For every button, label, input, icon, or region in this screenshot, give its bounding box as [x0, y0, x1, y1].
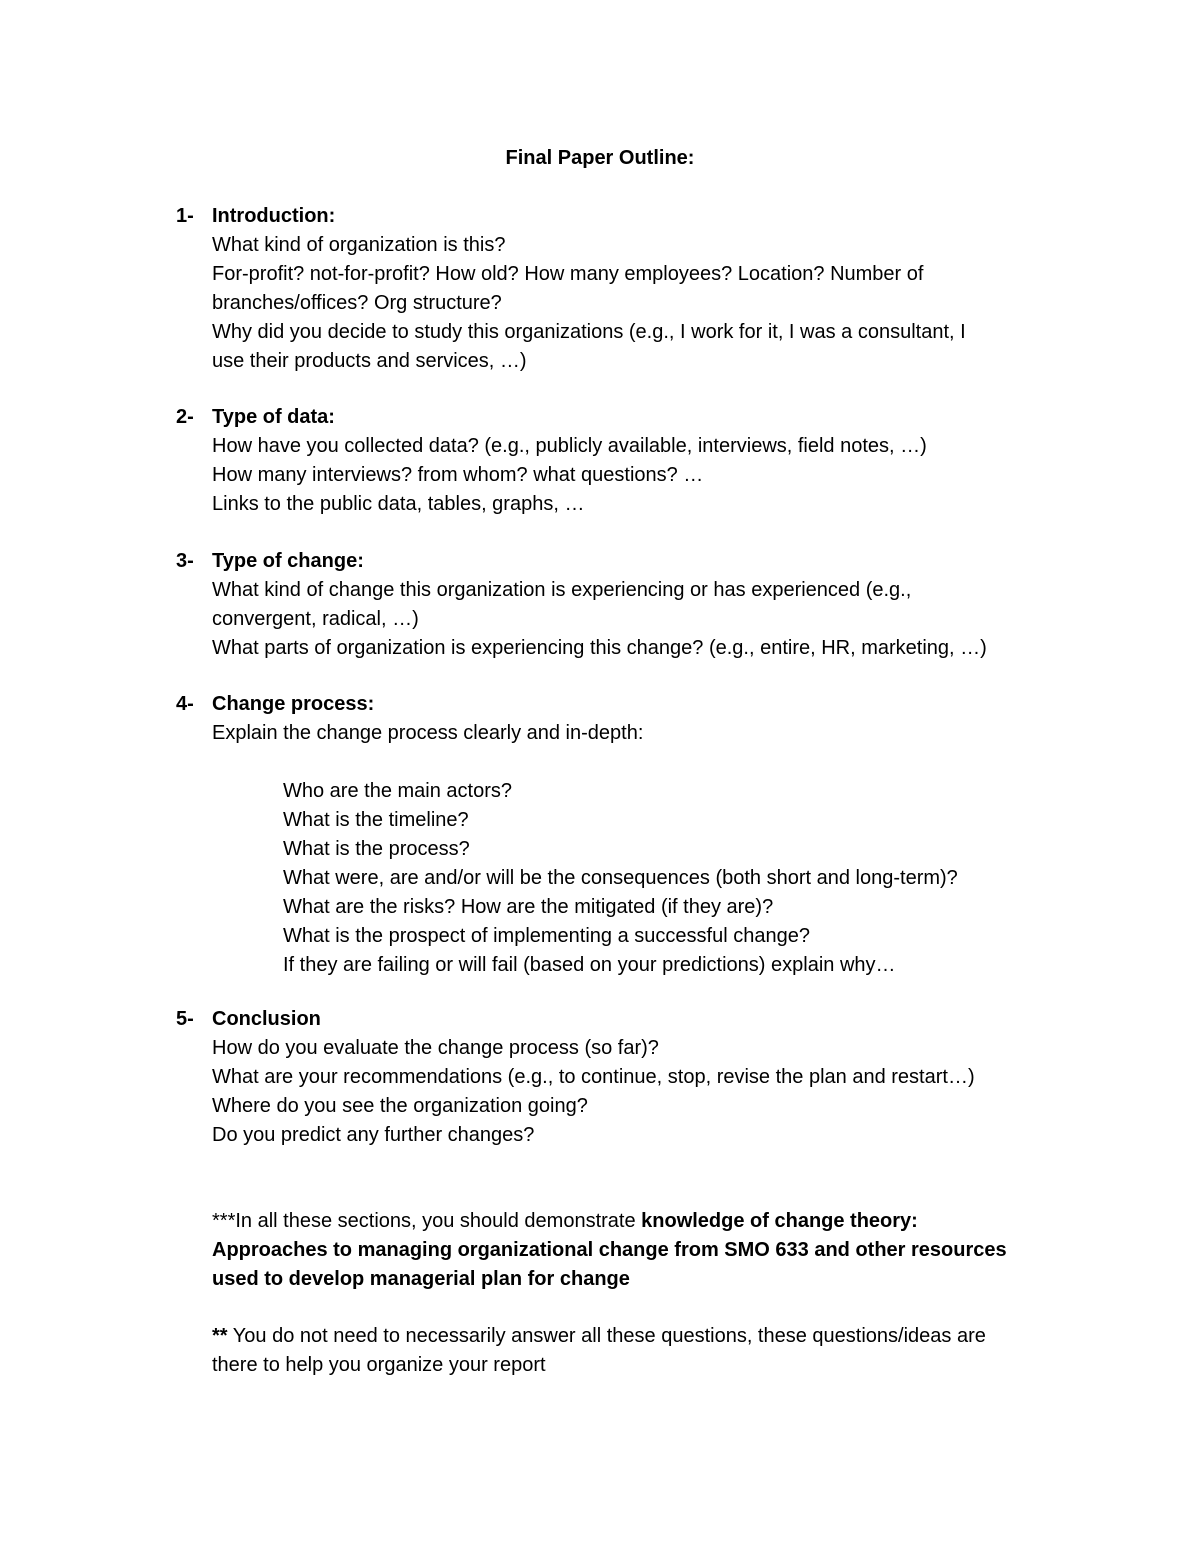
section-line: Do you predict any further changes? — [212, 1124, 535, 1146]
section-line: branches/offices? Org structure? — [212, 292, 502, 314]
list-item: What is the prospect of implementing a successful change? — [283, 925, 810, 947]
theory-note-line: Approaches to managing organizational change from SMO 633 and other resources — [212, 1239, 1007, 1261]
section-heading: Change process: — [212, 693, 375, 715]
section-body — [212, 403, 1072, 519]
section-line: use their products and services, …) — [212, 350, 527, 372]
theory-note-line: used to develop managerial plan for change — [212, 1268, 630, 1290]
section-heading: Conclusion — [212, 1008, 321, 1030]
question-list — [212, 777, 1072, 980]
list-item: If they are failing or will fail (based on your predictions) explain why… — [283, 954, 896, 976]
help-note — [212, 1322, 1072, 1380]
section-number: 5- — [176, 1008, 194, 1030]
section-line: Where do you see the organization going? — [212, 1095, 588, 1117]
section-line: What parts of organization is experiencing this change? (e.g., entire, HR, marketing, …) — [212, 637, 987, 659]
section-body — [212, 202, 1072, 376]
section-heading: Type of change: — [212, 550, 364, 572]
theory-note-line — [212, 1207, 1072, 1236]
help-note-line: there to help you organize your report — [212, 1354, 546, 1376]
section-line: How do you evaluate the change process (so far)? — [212, 1037, 659, 1059]
list-item: What are the risks? How are the mitigated (if they are)? — [283, 896, 774, 918]
help-note-text: You do not need to necessarily answer all these questions, these questions/ideas are — [227, 1325, 986, 1347]
page-title: Final Paper Outline: — [505, 147, 695, 169]
list-item: Who are the main actors? — [283, 780, 512, 802]
section-body — [212, 547, 1072, 663]
section-line: How many interviews? from whom? what questions? … — [212, 464, 704, 486]
section-heading: Introduction: — [212, 205, 336, 227]
list-item: What is the timeline? — [283, 809, 469, 831]
section-body — [212, 690, 1072, 980]
section-line: convergent, radical, …) — [212, 608, 419, 630]
list-item: What were, are and/or will be the consequences (both short and long-term)? — [283, 867, 958, 889]
section-line: What are your recommendations (e.g., to continue, stop, revise the plan and restart…) — [212, 1066, 975, 1088]
section-line: Explain the change process clearly and in-depth: — [212, 722, 644, 744]
section-line: Links to the public data, tables, graphs, … — [212, 493, 585, 515]
section-line: For-profit? not-for-profit? How old? How many employees? Location? Number of — [212, 263, 924, 285]
theory-note-emphasis: knowledge of change theory: — [641, 1210, 918, 1232]
theory-note — [212, 1207, 1072, 1294]
section-number: 2- — [176, 406, 194, 428]
section-heading: Type of data: — [212, 406, 335, 428]
section-number: 4- — [176, 693, 194, 715]
help-note-stars: ** — [212, 1325, 228, 1347]
section-number: 3- — [176, 550, 194, 572]
list-item: What is the process? — [283, 838, 470, 860]
section-line: What kind of change this organization is experiencing or has experienced (e.g., — [212, 579, 912, 601]
help-note-line — [212, 1322, 1072, 1351]
section-line: What kind of organization is this? — [212, 234, 506, 256]
section-line: How have you collected data? (e.g., publicly available, interviews, field notes, …) — [212, 435, 927, 457]
section-line: Why did you decide to study this organizations (e.g., I work for it, I was a consultant, I — [212, 321, 966, 343]
theory-note-prefix: ***In all these sections, you should demonstrate — [212, 1210, 642, 1232]
section-number: 1- — [176, 205, 194, 227]
section-body — [212, 1005, 1072, 1150]
